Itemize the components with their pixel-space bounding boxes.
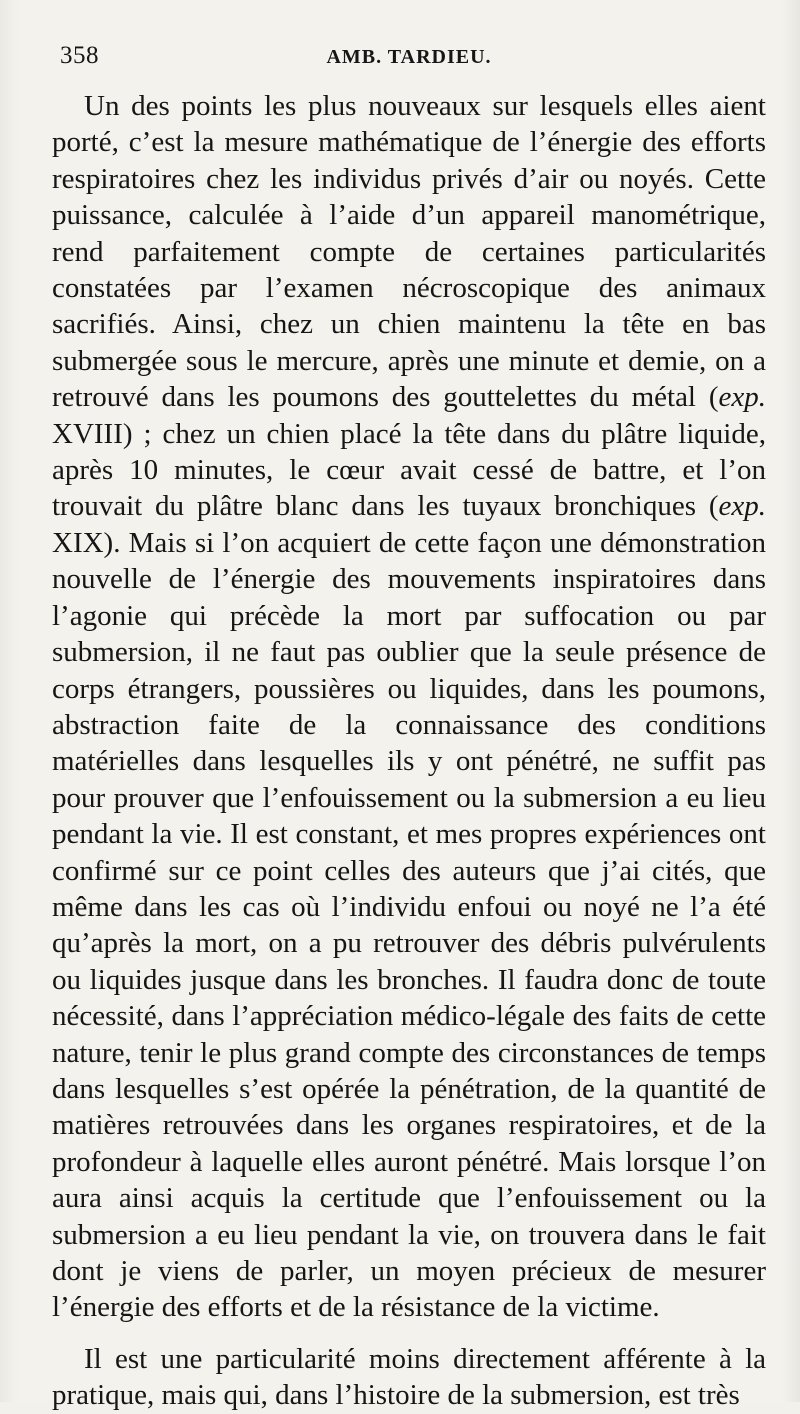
running-head: AMB. TARDIEU. <box>326 46 492 68</box>
paragraph-1-text-2: XVIII) ; chez un chien placé la tête dans du plâtre liquide, après 10 minutes, le cœur avait cessé de battre, et l’on trouvait du plâtre blanc dans les tuyaux bronchiques ( <box>52 417 766 523</box>
paragraph-2 <box>52 1341 766 1414</box>
paragraph-2-text: Il est une particularité moins directement afférente à la pratique, mais qui, dans l’histoire de la submersion, est très <box>52 1342 766 1412</box>
paragraph-1 <box>52 88 766 1326</box>
paragraph-1-text-3: XIX). Mais si l’on acquiert de cette façon une démonstration nouvelle de l’énergie des mouvements inspiratoires dans l’agonie qui précède la mort par suffocation ou par submersion, il ne faut pas oublier que la seule présence de corps étrangers, poussières ou liquides, dans les poumons, abstraction faite de la connaissance des conditions matérielles dans lesquelles ils y ont pénétré, ne suffit pas pour prouver que l’enfouissement ou la submersion a eu lieu pendant la vie. Il est constant, et mes propres expériences ont confirmé sur ce point celles des auteurs que j’ai cités, que même dans les cas où l’individu enfoui ou noyé ne l’a été qu’après la mort, on a pu retrouver des débris pulvérulents ou liquides jusque dans les bronches. Il faudra donc de toute nécessité, dans l’appréciation médico-légale des faits de cette nature, tenir le plus grand compte des circonstances de temps dans lesquelles s’est opérée la pénétration, de la quantité de matières retrouvées dans les organes respiratoires, et de la profondeur à laquelle elles auront pénétré. Mais lorsque l’on aura ainsi acquis la certitude que l’enfouissement ou la submersion a eu lieu pendant la vie, on trouvera dans le fait dont je viens de parler, un moyen précieux de mesurer l’énergie des efforts et de la résistance de la victime. <box>52 526 766 1324</box>
page-header <box>52 34 766 76</box>
italic-exp-2: exp. <box>718 490 766 523</box>
paragraph-1-text-1: Un des points les plus nouveaux sur lesquels elles aient porté, c’est la mesure mathématique de l’énergie des efforts respiratoires chez les individus privés d’air ou noyés. Cette puissance, calculée à l’aide d’un appareil manométrique, rend parfaitement compte de certaines particularités constatées par l’examen nécroscopique des animaux sacrifiés. Ainsi, chez un chien maintenu la tête en bas submergée sous le mercure, après une minute et demie, on a retrouvé dans les poumons des gouttelettes du métal ( <box>52 90 766 414</box>
italic-exp-1: exp. <box>718 381 766 414</box>
page-number: 358 <box>60 42 99 69</box>
main-text <box>52 88 766 1414</box>
